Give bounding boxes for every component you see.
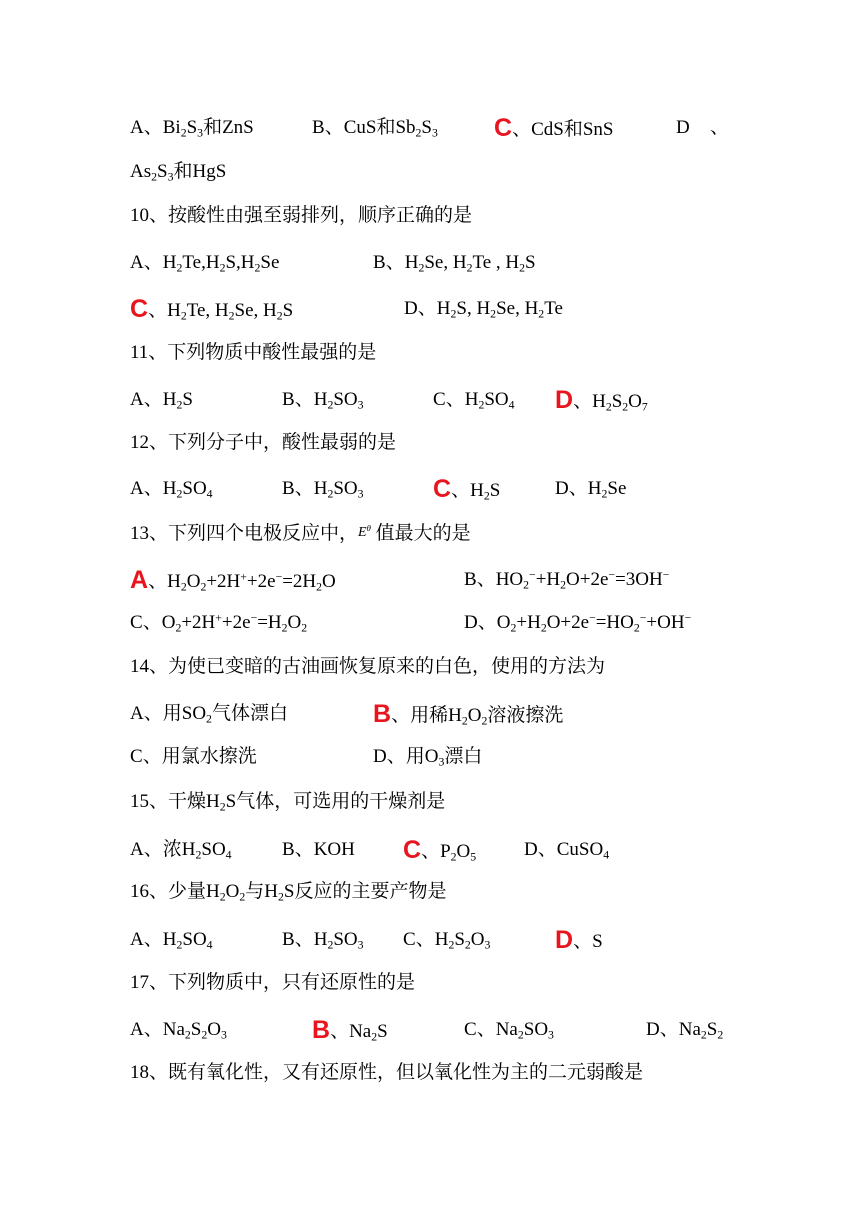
option-text: $Na_2S_2O_3$ bbox=[162, 1019, 227, 1042]
option-separator: 、 bbox=[476, 569, 496, 590]
option-line bbox=[0, 385, 860, 415]
option-line bbox=[0, 925, 860, 955]
option-line bbox=[0, 1015, 860, 1045]
option bbox=[464, 1015, 554, 1045]
option-letter: C bbox=[433, 389, 446, 410]
option-answer bbox=[433, 474, 500, 506]
option-text: $H_2Se$, $H_2Te$ , $H_2S$ bbox=[404, 252, 536, 275]
option-text: 用稀$H_2O_2$溶液擦洗 bbox=[410, 705, 564, 728]
option bbox=[373, 248, 536, 278]
question-text: 15、干燥$H_2S$气体，可选用的干燥剂是 bbox=[130, 791, 446, 814]
option-separator: 、 bbox=[385, 252, 405, 273]
question-text: 10、按酸性由强至弱排列，顺序正确的是 bbox=[130, 205, 473, 226]
option-text: 用氯水擦洗 bbox=[161, 746, 257, 767]
option-letter: D bbox=[524, 839, 538, 860]
option-separator: 、 bbox=[417, 298, 437, 319]
option-letter: A bbox=[130, 839, 144, 860]
option-line bbox=[0, 608, 860, 638]
option-separator: 、 bbox=[421, 841, 441, 862]
option-letter: D bbox=[464, 612, 478, 633]
option-letter: B bbox=[373, 252, 386, 273]
option-letter: D bbox=[404, 298, 418, 319]
option bbox=[130, 1015, 227, 1045]
option-separator: 、 bbox=[573, 931, 593, 952]
option-answer bbox=[555, 385, 648, 417]
option bbox=[464, 608, 691, 638]
option-text: $H_2Se$ bbox=[587, 478, 627, 501]
option-letter: B bbox=[312, 117, 325, 138]
option-text: $H_2S_2O_7$ bbox=[592, 391, 648, 414]
option-text: $H_2SO_4$ bbox=[162, 929, 213, 952]
option-text: $H_2SO_3$ bbox=[313, 478, 364, 501]
option-letter: A bbox=[130, 929, 144, 950]
option-line bbox=[0, 565, 860, 595]
option-letter: B bbox=[282, 839, 295, 860]
question-text: 16、少量$H_2O_2$与$H_2S$反应的主要产物是 bbox=[130, 881, 447, 904]
question-line bbox=[0, 652, 860, 682]
option-line bbox=[0, 157, 860, 187]
option-letter: A bbox=[130, 117, 144, 138]
option-letter: D bbox=[646, 1019, 660, 1040]
option-separator: 、 bbox=[659, 1019, 679, 1040]
option bbox=[403, 925, 490, 955]
option-text: $H_2SO_3$ bbox=[313, 389, 364, 412]
option-letter: B bbox=[282, 929, 295, 950]
option-separator: 、 bbox=[143, 117, 163, 138]
option-letter: B bbox=[282, 389, 295, 410]
option-text: CdS和SnS bbox=[531, 119, 614, 140]
option-separator: 、 bbox=[451, 480, 471, 501]
option-line bbox=[0, 699, 860, 729]
option-separator: 、 bbox=[294, 929, 314, 950]
option-answer bbox=[130, 565, 336, 597]
option-separator: 、 bbox=[294, 389, 314, 410]
option-answer bbox=[555, 925, 603, 957]
question-line bbox=[0, 877, 860, 907]
question-text: 11、下列物质中酸性最强的是 bbox=[130, 342, 377, 363]
answer-letter: A bbox=[130, 566, 149, 594]
option-answer bbox=[312, 1015, 388, 1047]
option bbox=[524, 835, 609, 865]
option bbox=[130, 835, 232, 865]
option-letter: C bbox=[464, 1019, 477, 1040]
answer-letter: C bbox=[130, 295, 149, 323]
option-separator: 、 bbox=[445, 389, 465, 410]
option-separator: 、 bbox=[143, 929, 163, 950]
option-line bbox=[0, 835, 860, 865]
option-separator: 、 bbox=[143, 703, 163, 724]
option-separator: 、 bbox=[143, 389, 163, 410]
option bbox=[464, 565, 669, 595]
option bbox=[373, 742, 482, 772]
option-letter: B bbox=[464, 569, 477, 590]
option-separator: 、 bbox=[143, 478, 163, 499]
answer-letter: B bbox=[312, 1016, 331, 1044]
question-line bbox=[0, 428, 860, 458]
option-separator: 、 bbox=[391, 705, 411, 726]
option-line bbox=[0, 474, 860, 504]
option-text: $HO_2^-+H_2O+2e^-=3OH^-$ bbox=[495, 568, 670, 592]
option-text: 用$O_3$漂白 bbox=[405, 746, 483, 769]
option bbox=[282, 835, 355, 865]
option-separator: 、 bbox=[415, 929, 435, 950]
option-letter: A bbox=[130, 389, 144, 410]
option-separator: 、 bbox=[143, 839, 163, 860]
option bbox=[282, 474, 364, 504]
option-line bbox=[0, 248, 860, 278]
option bbox=[312, 113, 438, 143]
option-text: $H_2S$, $H_2Se$, $H_2Te$ bbox=[436, 298, 563, 321]
option-answer bbox=[403, 835, 476, 867]
option-separator: 、 bbox=[324, 117, 344, 138]
option-separator: 、 bbox=[142, 612, 162, 633]
option bbox=[433, 385, 515, 415]
option bbox=[130, 474, 213, 504]
option-text: $O_2+H_2O+2e^-=HO_2^-+OH^-$ bbox=[496, 611, 692, 635]
option-letter: A bbox=[130, 478, 144, 499]
option-line bbox=[0, 113, 860, 143]
option-text: CuSO$_4$ bbox=[556, 839, 610, 862]
option-separator: 、 bbox=[143, 1019, 163, 1040]
question-line bbox=[0, 201, 860, 231]
question-text: 17、下列物质中，只有还原性的是 bbox=[130, 972, 416, 993]
option bbox=[130, 742, 257, 772]
option bbox=[710, 113, 729, 143]
option bbox=[282, 385, 364, 415]
option-letter: A bbox=[130, 703, 144, 724]
option-text: $Bi_2S_3$和ZnS bbox=[162, 117, 254, 140]
answer-letter: B bbox=[373, 700, 392, 728]
option-letter: B bbox=[282, 478, 295, 499]
option bbox=[282, 925, 364, 955]
option-letter: A bbox=[130, 252, 144, 273]
option-letter: D bbox=[373, 746, 387, 767]
option bbox=[130, 385, 193, 415]
option-text: $P_2O_5$ bbox=[440, 841, 477, 864]
option-text: CuS和$Sb_2S_3$ bbox=[343, 117, 438, 140]
option bbox=[676, 113, 690, 143]
option-separator: 、 bbox=[512, 119, 532, 140]
answer-letter: D bbox=[555, 926, 574, 954]
option-separator: 、 bbox=[148, 300, 168, 321]
question-line bbox=[0, 518, 860, 548]
answer-letter: D bbox=[555, 386, 574, 414]
option-text: $H_2S$ bbox=[162, 389, 193, 412]
option-text: $Na_2S$ bbox=[349, 1021, 388, 1044]
option-letter: A bbox=[130, 1019, 144, 1040]
option-answer bbox=[373, 699, 563, 731]
option bbox=[130, 699, 288, 729]
option-text: $H_2O_2+2H^++2e^-=2H_2O$ bbox=[167, 570, 336, 594]
option-letter: C bbox=[403, 929, 416, 950]
option-separator: 、 bbox=[573, 391, 593, 412]
option-text: 浓$H_2SO_4$ bbox=[162, 839, 232, 862]
option-letter: D bbox=[676, 117, 690, 138]
option-text: $H_2SO_3$ bbox=[313, 929, 364, 952]
option-line bbox=[0, 294, 860, 324]
option-separator: 、 bbox=[294, 478, 314, 499]
option-text: $Na_2SO_3$ bbox=[495, 1019, 554, 1042]
option bbox=[130, 248, 279, 278]
option-separator: 、 bbox=[476, 1019, 496, 1040]
answer-letter: C bbox=[403, 836, 422, 864]
option-separator: 、 bbox=[330, 1021, 350, 1042]
option-text: $H_2S_2O_3$ bbox=[434, 929, 491, 952]
question-line bbox=[0, 787, 860, 817]
option-answer bbox=[130, 294, 293, 326]
option-separator: 、 bbox=[386, 746, 406, 767]
option-text: $Na_2S_2$ bbox=[678, 1019, 724, 1042]
option-line bbox=[0, 742, 860, 772]
question-text: 18、既有氧化性，又有还原性，但以氧化性为主的二元弱酸是 bbox=[130, 1062, 644, 1083]
option-separator: 、 bbox=[568, 478, 588, 499]
option-text: $O_2+2H^++2e^-=H_2O_2$ bbox=[161, 611, 308, 635]
answer-letter: C bbox=[433, 475, 452, 503]
option-separator: 、 bbox=[142, 746, 162, 767]
option bbox=[130, 157, 226, 187]
option bbox=[555, 474, 626, 504]
option-text: $As_2S_3$和HgS bbox=[130, 161, 227, 184]
option-text: $H_2SO_4$ bbox=[162, 478, 213, 501]
option bbox=[130, 925, 213, 955]
option-separator: 、 bbox=[477, 612, 497, 633]
option-separator: 、 bbox=[537, 839, 557, 860]
question-text: 12、下列分子中，酸性最弱的是 bbox=[130, 432, 397, 453]
option-text: 用$SO_2$气体漂白 bbox=[162, 703, 288, 726]
question-text: 14、为使已变暗的古油画恢复原来的白色，使用的方法为 bbox=[130, 656, 606, 677]
option-letter: D bbox=[555, 478, 569, 499]
option-text: $H_2Te$, $H_2Se$, $H_2S$ bbox=[167, 300, 294, 323]
option bbox=[130, 113, 254, 143]
question-text: 13、下列四个电极反应中，$E^\theta$ 值最大的是 bbox=[130, 523, 471, 544]
question-line bbox=[0, 338, 860, 368]
option-text: $H_2SO_4$ bbox=[464, 389, 515, 412]
option-text: S bbox=[592, 931, 603, 952]
option-separator: 、 bbox=[143, 252, 163, 273]
option-letter: C bbox=[130, 746, 143, 767]
option-letter: C bbox=[130, 612, 143, 633]
answer-letter: C bbox=[494, 114, 513, 142]
question-line bbox=[0, 1058, 860, 1088]
question-line bbox=[0, 968, 860, 998]
option bbox=[646, 1015, 723, 1045]
option-text: $H_2S$ bbox=[470, 480, 501, 503]
option-text: KOH bbox=[313, 839, 355, 860]
option-separator: 、 bbox=[148, 571, 168, 592]
option-separator: 、 bbox=[710, 117, 730, 138]
option-separator: 、 bbox=[294, 839, 314, 860]
option-text: $H_2Te,H_2S,H_2Se$ bbox=[162, 252, 280, 275]
option bbox=[404, 294, 563, 324]
option bbox=[130, 608, 307, 638]
option-answer bbox=[494, 113, 613, 145]
